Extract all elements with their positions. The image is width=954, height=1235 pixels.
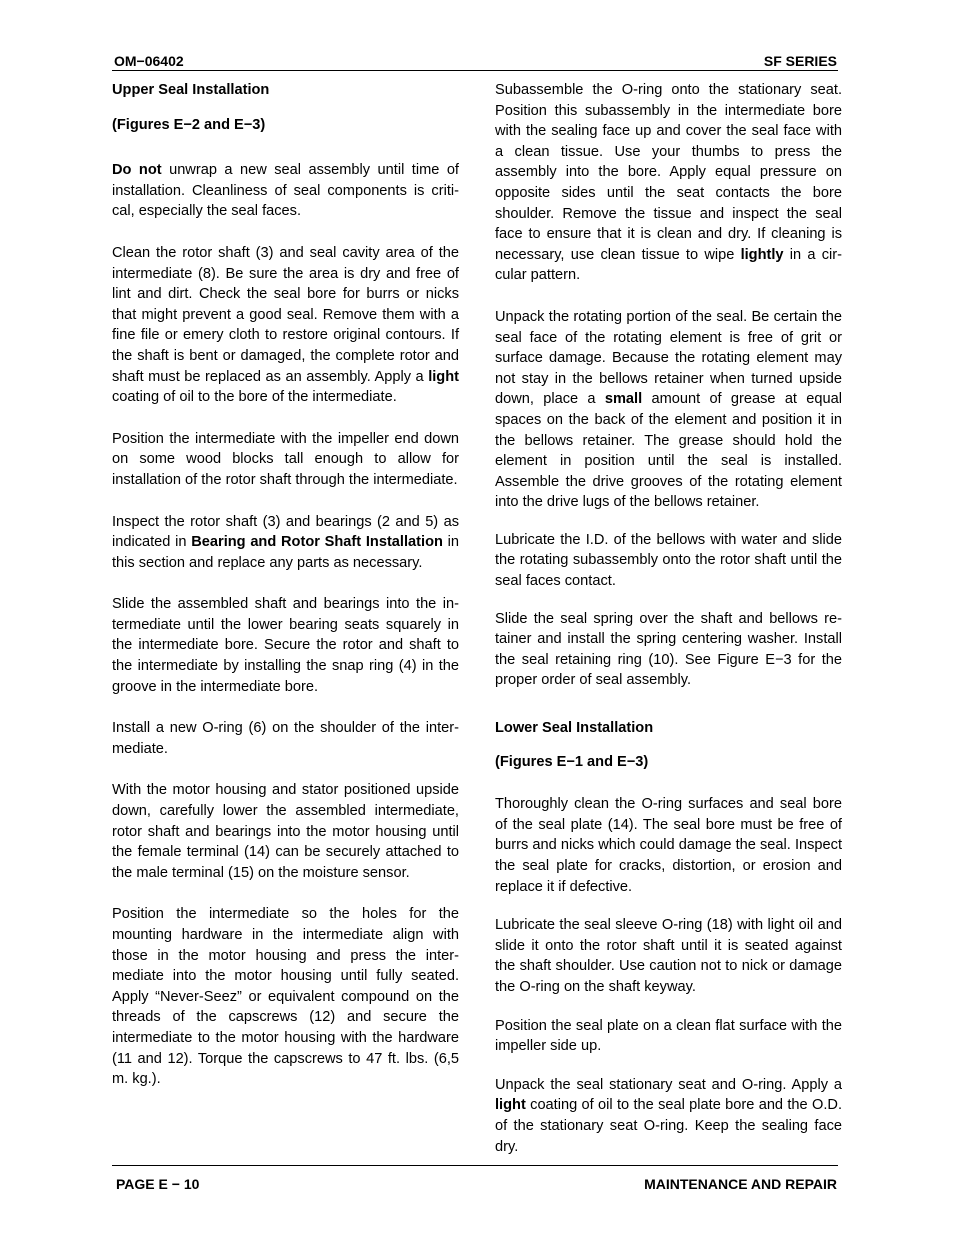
paragraph: Slide the seal spring over the shaft and bellows retainer and install the spring centering washer. Install the seal retaining ring (10). See Figure E−3 for the proper order of seal assembly. — [495, 610, 842, 689]
page-footer — [112, 1165, 838, 1196]
left-column — [112, 80, 459, 1111]
paragraph: Lubricate the seal sleeve O-ring (18) with light oil and slide it onto the rotor shaft until it is seated against the shaft shoulder. Use caution not to nick or damage the O-ring on the shaft keyway. — [495, 917, 842, 995]
upper-seal-figures: (Figures E−2 and E−3) — [112, 116, 266, 133]
paragraph-text: coating of oil to the seal plate bore and the O.D. of the stationary seat O-ring. Keep the sealing face dry. — [495, 1097, 842, 1155]
paragraph: Position the intermediate with the impeller end down on some wood blocks tall enough to allow for installation of the rotor shaft through the intermediate. — [112, 430, 459, 488]
paragraph-text: Unpack the rotating portion of the seal. Be certain the seal face of the rotating element is free of grit or surface damage. Because the rotating element may not stay in the bellows retainer when turned upside down, place a — [495, 308, 842, 408]
paragraph: Thoroughly clean the O-ring surfaces and seal bore of the seal plate (14). The seal bore must be free of burrs and nicks which could damage the seal. Inspect the seal plate for cracks, distortion, or erosion and replace it if defective. — [495, 796, 842, 895]
paragraph-text: Clean the rotor shaft (3) and seal cavity area of the intermediate (8). Be sure the area is dry and free of lint and dirt. Check the seal bore for burrs or nicks that might prevent a good seal. Remove them with a fine file or emery cloth to restore original contours. If the shaft is bent or damaged, the complete rotor and shaft must be replaced as an assembly. Apply a — [112, 244, 459, 385]
section-name: MAINTENANCE AND REPAIR — [644, 1176, 837, 1192]
paragraph — [495, 307, 842, 513]
paragraph-text: in this section and replace any parts as necessary. — [112, 534, 460, 571]
cross-reference: Bearing and Rotor Shaft Installation — [191, 534, 443, 551]
lower-seal-heading: Lower Seal Installation — [495, 720, 654, 737]
paragraph: Install a new O-ring (6) on the shoulder of the intermediate. — [112, 720, 459, 757]
document-number: OM−06402 — [114, 53, 184, 69]
paragraph — [112, 243, 459, 408]
page-header — [112, 53, 838, 71]
emphasis: Do not — [112, 162, 162, 179]
paragraph-text: Inspect the rotor shaft (3) and bearings (2 and 5) as indicated in — [112, 513, 459, 551]
paragraph: Position the seal plate on a clean flat surface with the impeller side up. — [495, 1017, 842, 1055]
emphasis: light — [428, 368, 459, 385]
emphasis: lightly — [740, 246, 784, 263]
paragraph — [495, 80, 842, 286]
paragraph: With the motor housing and stator positioned upside down, carefully lower the assembled intermediate, rotor shaft and bearings into the motor housing until the female terminal (14) can be securely attached to the male terminal (15) on the moisture sensor. — [112, 782, 459, 881]
right-column — [495, 80, 842, 1178]
paragraph — [495, 1075, 842, 1157]
series-name: SF SERIES — [763, 53, 837, 69]
paragraph: Slide the assembled shaft and bearings into the intermediate until the lower bearing seats squarely in the intermediate bore. Secure the rotor and shaft to the intermediate by installing the snap ring (4) in the groove in the intermediate bore. — [112, 596, 459, 695]
paragraph — [112, 160, 459, 222]
emphasis: light — [495, 1097, 526, 1114]
page-number: PAGE E − 10 — [116, 1176, 200, 1192]
paragraph: Lubricate the I.D. of the bellows with water and slide the rotating subassembly onto the rotor shaft until the seal faces contact. — [495, 531, 842, 590]
paragraph-text: amount of grease at equal spaces on the back of the element and position it in the bellows retainer. The grease should hold the element in position until the seal is installed. Assemble the drive grooves of the rotating element into the drive lugs of the bellows retainer. — [495, 391, 842, 511]
paragraph-text: unwrap a new seal assembly until time of installation. Cleanliness of seal components is critical, especially the seal faces. — [112, 162, 459, 220]
paragraph — [112, 512, 459, 574]
lower-seal-figures: (Figures E−1 and E−3) — [495, 753, 649, 770]
paragraph-text: Unpack the seal stationary seat and O-ring. Apply a — [495, 1076, 842, 1093]
paragraph-text: Subassemble the O-ring onto the stationary seat. Position this subassembly in the intermediate bore with the sealing face up and cover the seal face with a clean tissue. Use your thumbs to press the assembly into the bore. Apply equal pressure on opposite sides until the seat contacts the bore shoulder. Remove the tissue and inspect the seal face to ensure that it is clean and dry. If cleaning is necessary, use clean tissue to wipe — [495, 82, 842, 263]
paragraph-text: coating of oil to the bore of the intermediate. — [112, 389, 397, 406]
emphasis: small — [604, 391, 643, 408]
paragraph: Position the intermediate so the holes for the mounting hardware in the intermediate align with those in the motor housing and press the intermediate into the motor housing until fully seated. Apply “Never-Seez” or equivalent compound on the threads of the capscrews (12) and secure the intermediate to the motor housing with the hardware (11 and 12). Torque the capscrews to 47 ft. lbs. (6,5 m. kg.). — [112, 906, 459, 1088]
paragraph-text: in a circular pattern. — [495, 246, 842, 284]
upper-seal-heading: Upper Seal Installation — [112, 82, 270, 98]
